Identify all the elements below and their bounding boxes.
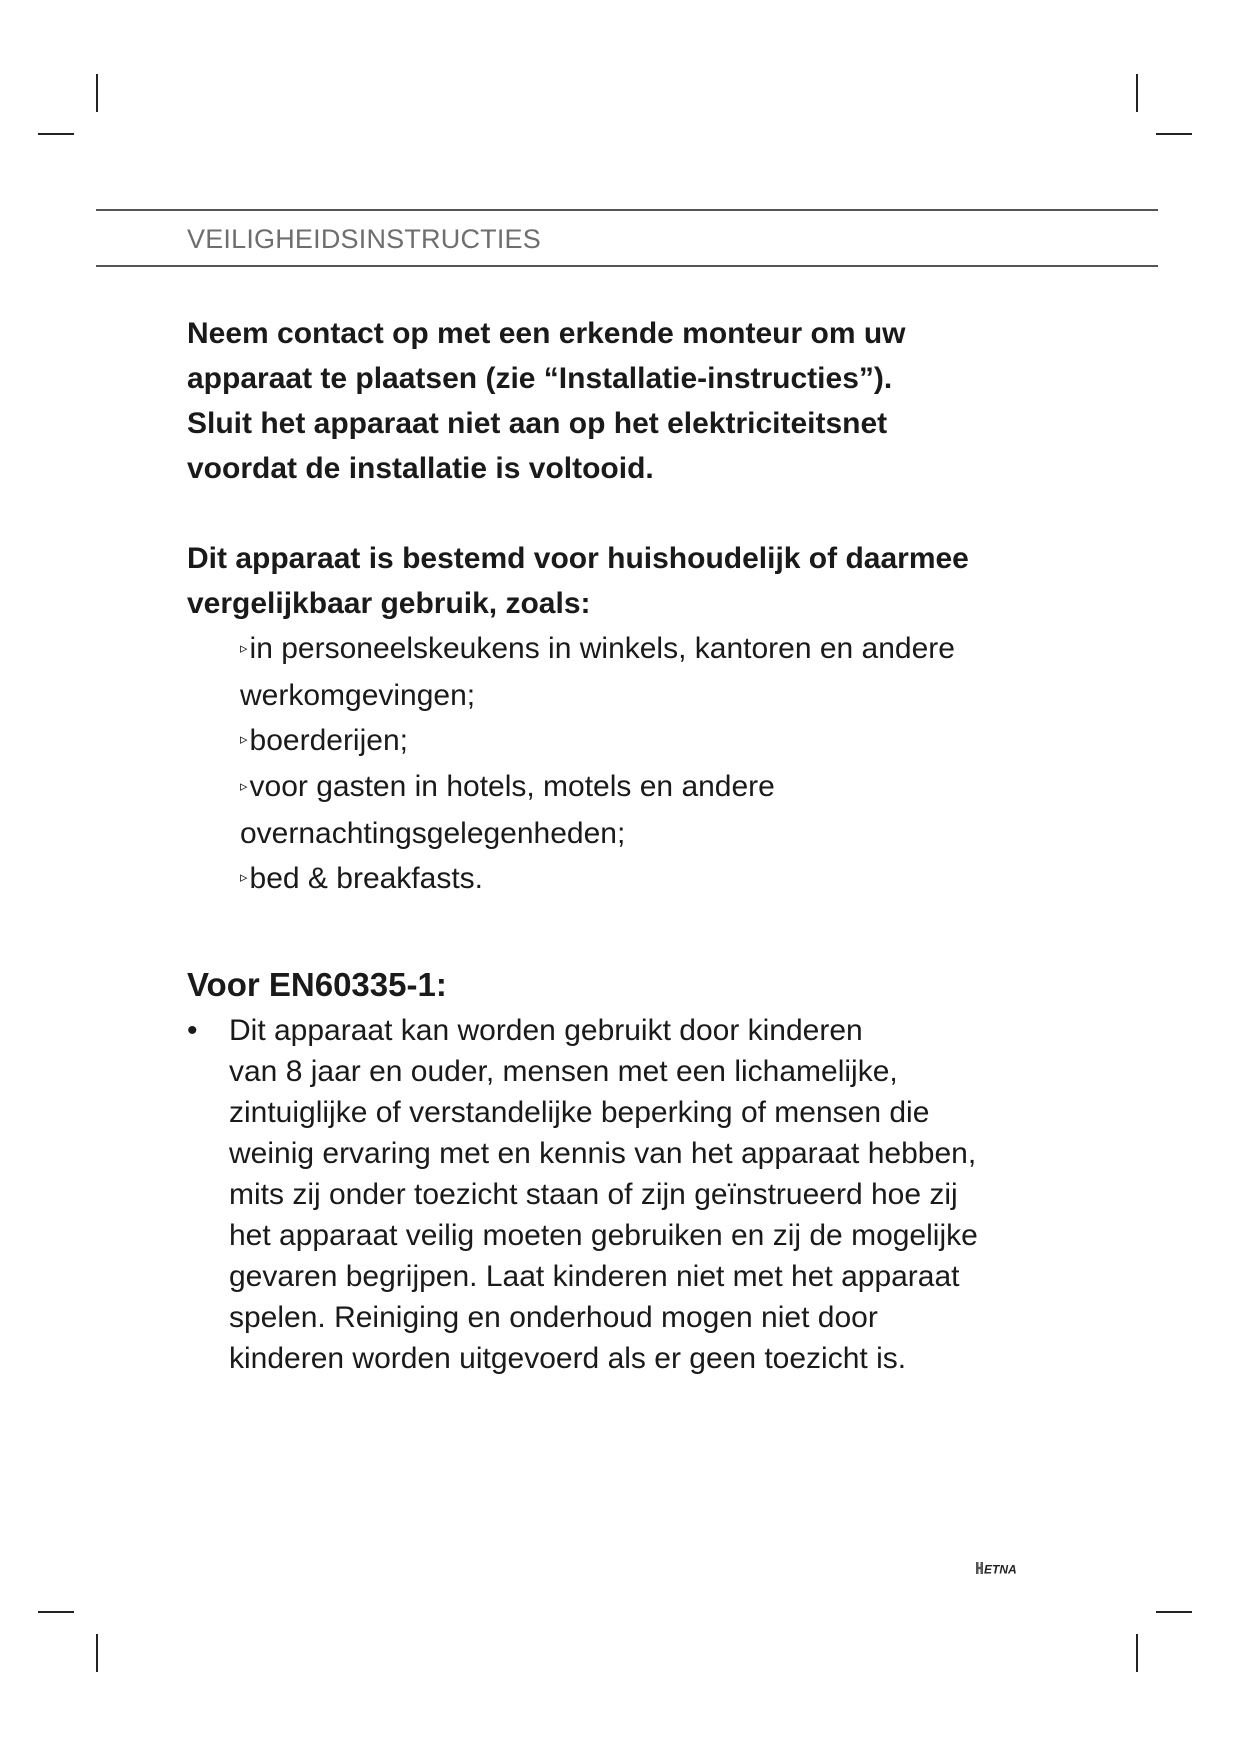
crop-mark-top-left-horizontal	[38, 133, 74, 135]
main-content	[187, 311, 1087, 902]
list-item-text: in personeelskeukens in winkels, kantoren en andere	[249, 632, 955, 665]
triangle-bullet-icon: ▹	[240, 639, 248, 657]
crop-mark-bottom-right-horizontal	[1156, 1611, 1192, 1613]
section-title: VEILIGHEIDSINSTRUCTIES	[187, 224, 541, 254]
list-item-continuation: werkomgevingen;	[240, 678, 476, 712]
list-item-text: voor gasten in hotels, motels en andere	[249, 770, 775, 804]
list-item-text: bed & breakfasts.	[249, 861, 483, 895]
list-item	[240, 718, 1087, 765]
etna-logo-text: ETNA	[984, 1562, 1017, 1577]
bullet-icon: •	[187, 1014, 198, 1047]
intended-use-list	[187, 626, 1087, 902]
en60335-body	[187, 1010, 1087, 1379]
crop-mark-bottom-right-vertical	[1136, 1634, 1138, 1672]
triangle-bullet-icon: ▹	[240, 777, 248, 795]
crop-mark-top-right-horizontal	[1156, 133, 1192, 135]
triangle-bullet-icon: ▹	[240, 731, 248, 749]
paragraph-gap	[187, 491, 1087, 536]
triangle-bullet-icon: ▹	[240, 869, 248, 887]
intended-use-intro: Dit apparaat is bestemd voor huishoudelijk of daarmee vergelijkbaar gebruik, zoals:	[187, 542, 969, 620]
crop-mark-bottom-left-vertical	[96, 1634, 98, 1672]
en60335-heading: Voor EN60335-1:	[187, 966, 447, 1003]
list-item	[240, 856, 1087, 903]
header-rule-bottom	[96, 265, 1158, 267]
installation-notice: Neem contact op met een erkende monteur om uw apparaat te plaatsen (zie “Installatie-instructies”). Sluit het apparaat niet aan op het elektriciteitsnet voordat de installatie is voltooid.	[187, 317, 906, 485]
crop-mark-top-left-vertical	[96, 74, 98, 112]
header-rule-top	[96, 209, 1158, 211]
en60335-text: Dit apparaat kan worden gebruikt door kinderen van 8 jaar en ouder, mensen met een lichamelijke, zintuiglijke of verstandelijke beperking of mensen die weinig ervaring met en kennis van het apparaat hebben, mits zij onder toezicht staan of zijn geïnstrueerd hoe zij het apparaat veilig moeten gebruiken en zij de mogelijke gevaren begrijpen. Laat kinderen niet met het apparaat spelen. Reiniging en onderhoud mogen niet door kinderen worden uitgevoerd als er geen toezicht is.	[229, 1014, 978, 1375]
crop-mark-top-right-vertical	[1136, 74, 1138, 112]
list-item-text: boerderijen;	[249, 723, 408, 757]
etna-logo	[976, 1559, 1026, 1577]
list-item	[240, 626, 1087, 718]
crop-mark-bottom-left-horizontal	[38, 1611, 74, 1613]
list-item	[240, 764, 1087, 856]
list-item-continuation: overnachtingsgelegenheden;	[240, 816, 626, 850]
